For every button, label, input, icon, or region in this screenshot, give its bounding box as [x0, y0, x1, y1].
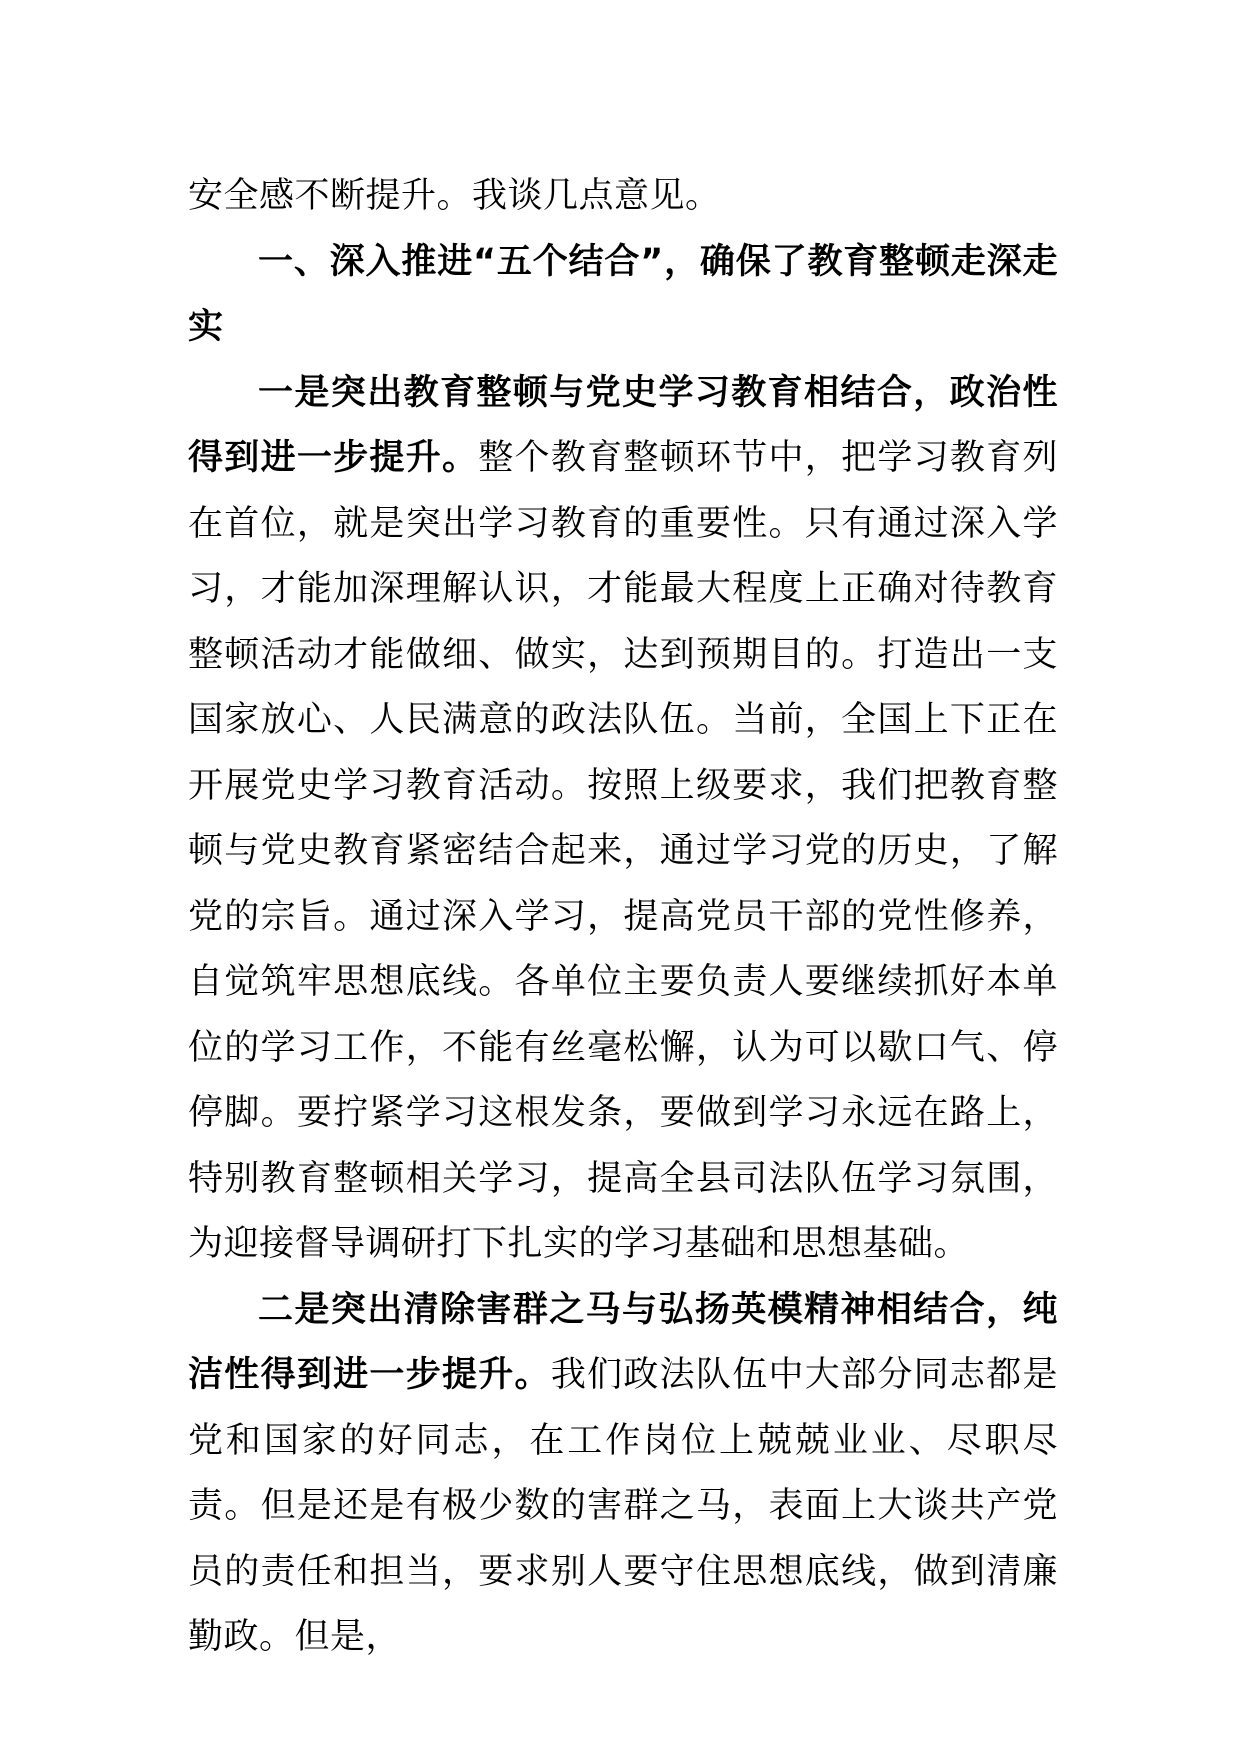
- paragraph-lead-purity: 二是突出清除害群之马与弘扬英模精神相结合，纯洁性得到进一步提升。: [188, 1289, 1058, 1395]
- paragraph-continuation: 安全感不断提升。我谈几点意见。: [188, 176, 721, 216]
- document-body: [188, 164, 1058, 1671]
- paragraph-purity: [188, 1278, 1058, 1671]
- paragraph-lead-politics: 一是突出教育整顿与党史学习教育相结合，政治性得到进一步提升。: [188, 372, 1058, 478]
- section-heading: 一、深入推进“五个结合”，确保了教育整顿走深走实: [188, 241, 1058, 347]
- paragraph-body-purity: 我们政法队伍中大部分同志都是党和国家的好同志，在工作岗位上兢兢业业、尽职尽责。但是还是有极少数的害群之马，表面上大谈共产党员的责任和担当，要求别人要守住思想底线，做到清廉勤政。但是，: [188, 1355, 1058, 1657]
- paragraph-politics: [188, 361, 1058, 1278]
- paragraph-body-politics: 整个教育整顿环节中，把学习教育列在首位，就是突出学习教育的重要性。只有通过深入学习，才能加深理解认识，才能最大程度上正确对待教育整顿活动才能做细、做实，达到预期目的。打造出一支国家放心、人民满意的政法队伍。当前，全国上下正在开展党史学习教育活动。按照上级要求，我们把教育整顿与党史教育紧密结合起来，通过学习党的历史，了解党的宗旨。通过深入学习，提高党员干部的党性修养，自觉筑牢思想底线。各单位主要负责人要继续抓好本单位的学习工作，不能有丝毫松懈，认为可以歇口气、停停脚。要拧紧学习这根发条，要做到学习永远在路上，特别教育整顿相关学习，提高全县司法队伍学习氛围，为迎接督导调研打下扎实的学习基础和思想基础。: [188, 438, 1058, 1264]
